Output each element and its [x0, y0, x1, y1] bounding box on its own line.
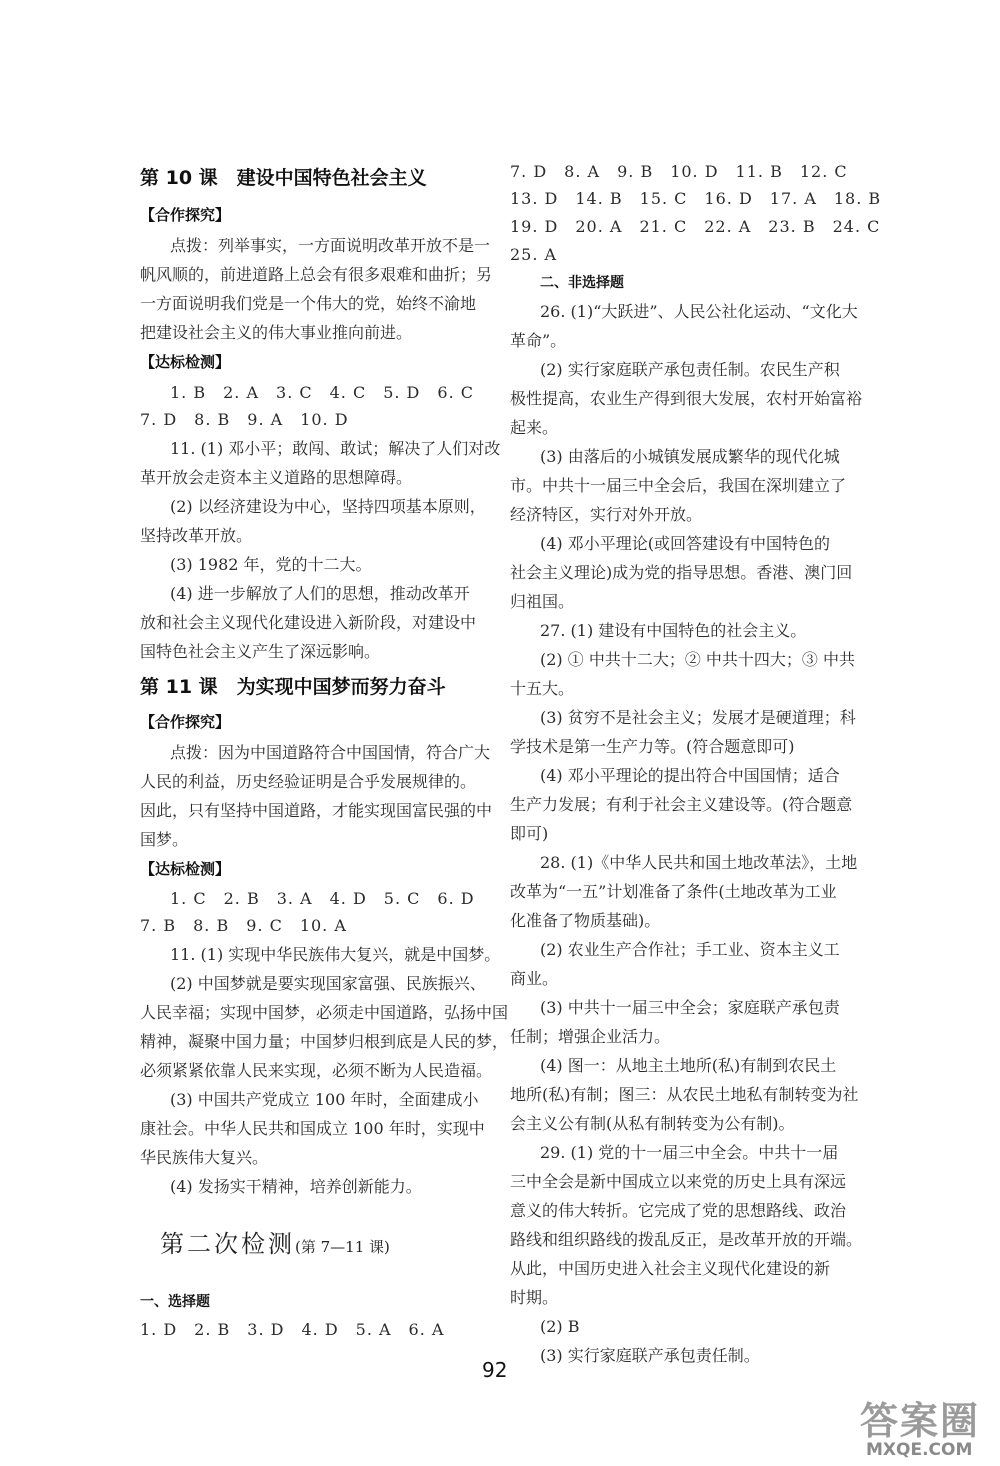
answer-line: (3) 实行家庭联产承包责任制。 [540, 1346, 760, 1365]
lesson-11-hezuo-line: 点拨：因为中国道路符合中国国情，符合广大 [170, 743, 491, 762]
answer-line: 极性提高，农业生产得到很大发展，农村开始富裕 [510, 389, 863, 408]
lesson-10-q11-line: (3) 1982 年，党的十二大。 [170, 555, 372, 574]
answer-line: 商业。 [510, 969, 559, 988]
test-2-answers: 13. D 14. B 15. C 16. D 17. A 18. B [510, 189, 882, 208]
answer-line: (3) 中共十一届三中全会；家庭联产承包责 [540, 998, 840, 1017]
answer-line: 26. (1)“大跃进”、人民公社化运动、“文化大 [540, 302, 858, 321]
answer-line: 从此，中国历史进入社会主义现代化建设的新 [510, 1259, 831, 1278]
test-2-range: (第 7—11 课) [295, 1238, 390, 1256]
lesson-11-answers: 1. C 2. B 3. A 4. D 5. C 6. D [170, 889, 475, 908]
watermark-url: MXQE.COM [866, 1440, 973, 1460]
lesson-11-title: 第 11 课 为实现中国梦而努力奋斗 [140, 676, 446, 698]
answer-line: (4) 图一：从地主土地所(私)有制到农民土 [540, 1056, 837, 1075]
lesson-10-hezuo-line: 点拨：列举事实，一方面说明改革开放不是一 [170, 236, 491, 255]
test-2-answers-1: 1. D 2. B 3. D 4. D 5. A 6. A [140, 1320, 445, 1339]
answer-line: 即可) [510, 824, 549, 843]
answer-line: 革命”。 [510, 331, 567, 350]
lesson-10-q11-line: 11. (1) 邓小平；敢闯、敢试；解决了人们对改 [170, 439, 501, 458]
lesson-11-q11-line: 11. (1) 实现中华民族伟大复兴，就是中国梦。 [170, 945, 501, 964]
lesson-10-answers: 7. D 8. B 9. A 10. D [140, 410, 349, 429]
lesson-10-q11-line: 革开放会走资本主义道路的思想障碍。 [140, 468, 413, 487]
lesson-11-hezuo-heading: 【合作探究】 [140, 713, 231, 731]
answer-line: 改革为“一五”计划准备了条件(土地改革为工业 [510, 882, 837, 901]
answer-line: 市。中共十一届三中全会后，我国在深圳建立了 [510, 476, 847, 495]
answer-line: (3) 由落后的小城镇发展成繁华的现代化城 [540, 447, 840, 466]
lesson-10-hezuo-line: 把建设社会主义的伟大事业推向前进。 [140, 323, 413, 342]
watermark-title: 答案圈 [860, 1399, 981, 1443]
watermark-logo [860, 1390, 995, 1466]
answer-line: 意义的伟大转折。它完成了党的思想路线、政治 [510, 1201, 847, 1220]
answer-line: 28. (1)《中华人民共和国土地改革法》，土地 [540, 853, 858, 872]
answer-line: 任制；增强企业活力。 [510, 1027, 671, 1046]
answer-line: (2) 农业生产合作社；手工业、资本主义工 [540, 940, 840, 959]
lesson-11-hezuo-line: 国梦。 [140, 830, 189, 849]
lesson-10-answers: 1. B 2. A 3. C 4. C 5. D 6. C [170, 383, 474, 402]
answer-line: 29. (1) 党的十一届三中全会。中共十一届 [540, 1143, 839, 1162]
lesson-11-q11-line: 精神，凝聚中国力量；中国梦归根到底是人民的梦， [140, 1032, 509, 1051]
lesson-11-q11-line: 人民幸福；实现中国梦，必须走中国道路，弘扬中国 [140, 1003, 509, 1022]
lesson-10-hezuo-line: 帆风顺的，前进道路上总会有很多艰难和曲折；另 [140, 265, 493, 284]
answer-line: 归祖国。 [510, 592, 575, 611]
lesson-11-dabiao-heading: 【达标检测】 [140, 860, 231, 878]
lesson-10-q11-line: (4) 进一步解放了人们的思想，推动改革开 [170, 584, 470, 603]
lesson-11-hezuo-line: 人民的利益，历史经验证明是合乎发展规律的。 [140, 772, 477, 791]
answer-line: (2) ① 中共十二大；② 中共十四大；③ 中共 [540, 650, 856, 669]
answer-line: 起来。 [510, 418, 559, 437]
answer-line: 社会主义理论)成为党的指导思想。香港、澳门回 [510, 563, 853, 582]
lesson-11-hezuo-line: 因此，只有坚持中国道路，才能实现国富民强的中 [140, 801, 493, 820]
test-2-section-1: 一、选择题 [140, 1294, 210, 1310]
answer-line: 27. (1) 建设有中国特色的社会主义。 [540, 621, 807, 640]
answer-line: 学技术是第一生产力等。(符合题意即可) [510, 737, 795, 756]
lesson-10-q11-line: 坚持改革开放。 [140, 526, 253, 545]
answer-line: 三中全会是新中国成立以来党的历史上具有深远 [510, 1172, 847, 1191]
test-2-section-2: 二、非选择题 [540, 275, 624, 291]
lesson-11-q11-line: 康社会。中华人民共和国成立 100 年时，实现中 [140, 1119, 485, 1138]
lesson-10-q11-line: 放和社会主义现代化建设进入新阶段，对建设中 [140, 613, 477, 632]
test-2-answers: 19. D 20. A 21. C 22. A 23. B 24. C [510, 217, 881, 236]
lesson-11-answers: 7. B 8. B 9. C 10. A [140, 916, 347, 935]
lesson-11-q11-line: 必须紧紧依靠人民来实现，必须不断为人民造福。 [140, 1061, 493, 1080]
lesson-10-dabiao-heading: 【达标检测】 [140, 353, 231, 371]
lesson-11-q11-line: (4) 发扬实干精神，培养创新能力。 [170, 1177, 422, 1196]
lesson-11-q11-line: (3) 中国共产党成立 100 年时，全面建成小 [170, 1090, 479, 1109]
answer-line: 十五大。 [510, 679, 575, 698]
answer-line: 路线和组织路线的拨乱反正，是改革开放的开端。 [510, 1230, 863, 1249]
answer-line: (3) 贫穷不是社会主义；发展才是硬道理；科 [540, 708, 856, 727]
test-2-answers: 25. A [510, 245, 558, 264]
answer-line: (4) 邓小平理论的提出符合中国国情；适合 [540, 766, 840, 785]
lesson-10-hezuo-heading: 【合作探究】 [140, 206, 231, 224]
answer-line: 生产力发展；有利于社会主义建设等。(符合题意 [510, 795, 853, 814]
answer-line: 会主义公有制(从私有制转变为公有制)。 [510, 1114, 795, 1133]
answer-line: (2) 实行家庭联产承包责任制。农民生产积 [540, 360, 840, 379]
test-2-title-text: 第二次检测 [160, 1230, 295, 1258]
answer-line: 化准备了物质基础)。 [510, 911, 661, 930]
lesson-10-q11-line: 国特色社会主义产生了深远影响。 [140, 642, 381, 661]
lesson-10-q11-line: (2) 以经济建设为中心，坚持四项基本原则， [170, 497, 486, 516]
answer-line: 经济特区，实行对外开放。 [510, 505, 703, 524]
answer-line: 时期。 [510, 1288, 559, 1307]
answer-line: (2) B [540, 1317, 580, 1336]
lesson-10-hezuo-line: 一方面说明我们党是一个伟大的党，始终不渝地 [140, 294, 477, 313]
page-number: 92 [482, 1358, 508, 1382]
test-2-title [160, 1228, 390, 1263]
lesson-11-q11-line: (2) 中国梦就是要实现国家富强、民族振兴、 [170, 974, 486, 993]
lesson-11-q11-line: 华民族伟大复兴。 [140, 1148, 269, 1167]
answer-line: (4) 邓小平理论(或回答建设有中国特色的 [540, 534, 830, 553]
lesson-10-title: 第 10 课 建设中国特色社会主义 [140, 167, 427, 189]
answer-line: 地所(私)有制；图三：从农民土地私有制转变为社 [510, 1085, 859, 1104]
test-2-answers: 7. D 8. A 9. B 10. D 11. B 12. C [510, 162, 848, 181]
